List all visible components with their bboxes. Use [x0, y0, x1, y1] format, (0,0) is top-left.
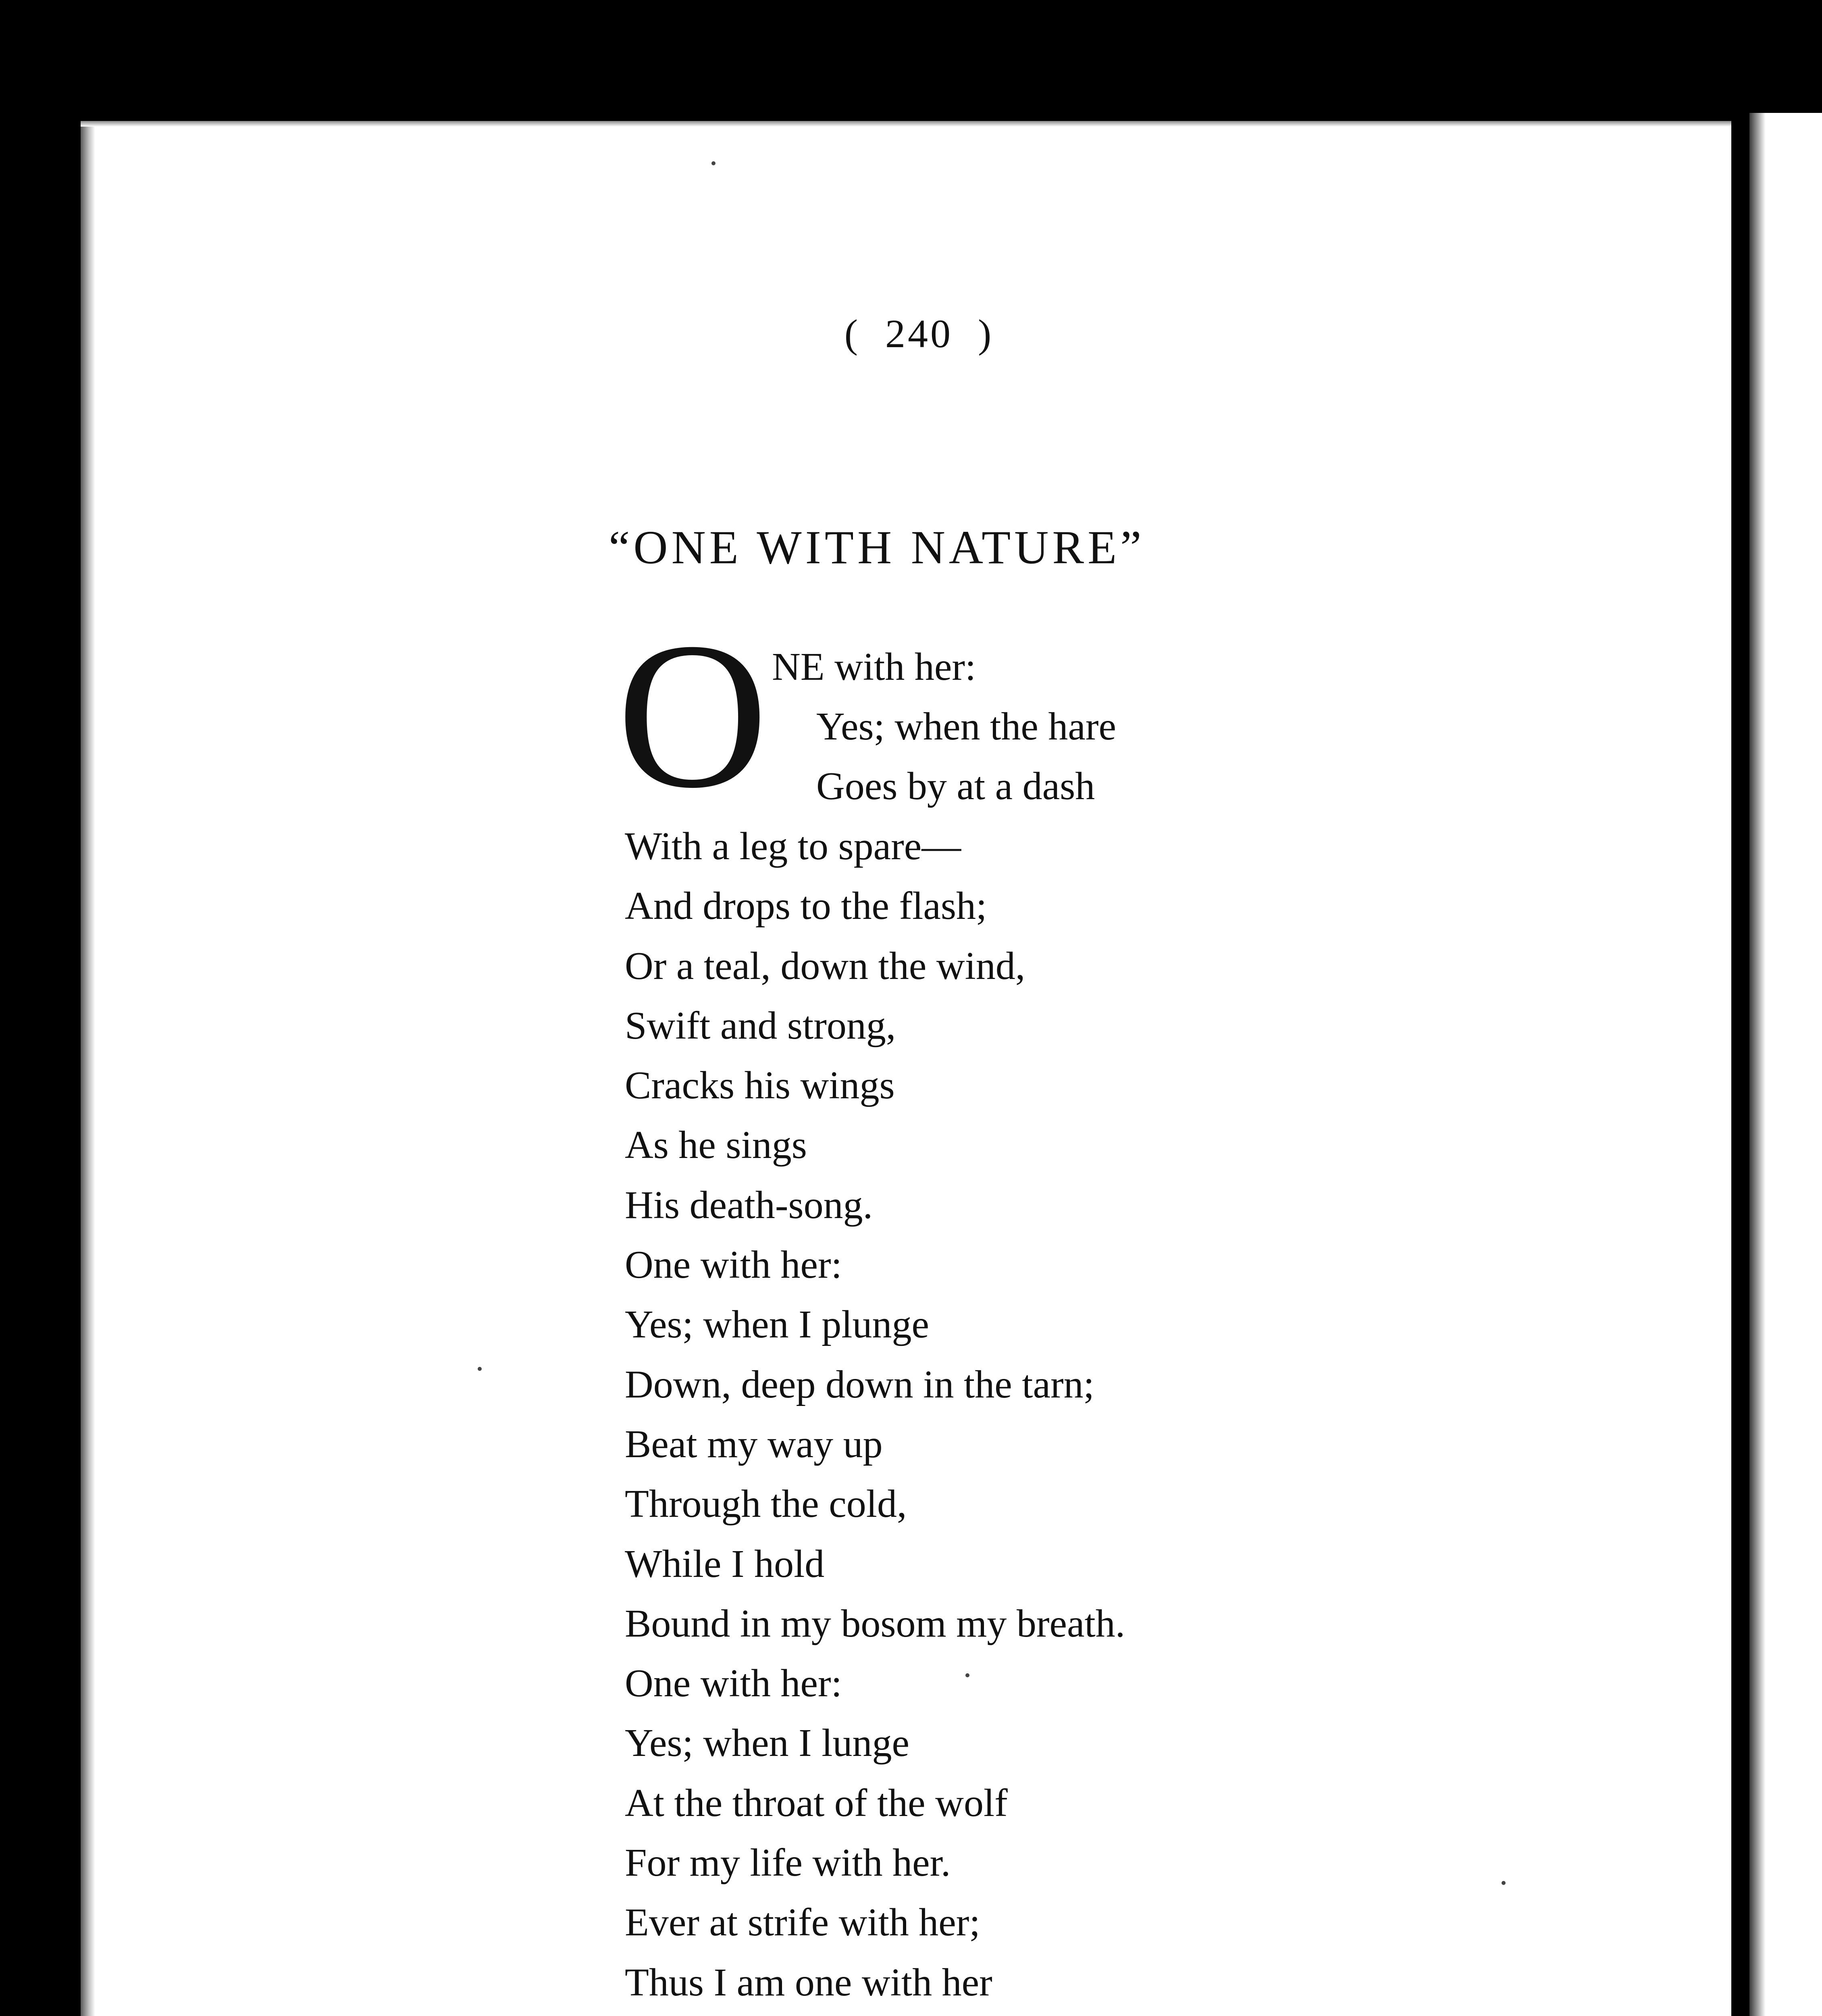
poem-first-line: NE with her: — [772, 645, 976, 689]
poem-line: Or a teal, down the wind, — [625, 944, 1025, 988]
paper-speck — [965, 1673, 969, 1677]
poem-line: For my life with her. — [625, 1841, 951, 1885]
poem-indented-line: Yes; when the hare — [816, 705, 1116, 748]
poem-line: Down, deep down in the tarn; — [625, 1362, 1094, 1406]
page-top-edge — [81, 121, 1731, 127]
poem-line: Yes; when I lunge — [625, 1721, 909, 1765]
poem-line: Swift and strong, — [625, 1004, 896, 1048]
poem-line: Through the cold, — [625, 1482, 907, 1526]
paper-speck — [478, 1367, 482, 1371]
page-number: ( 240 ) — [844, 311, 994, 356]
poem-line: While I hold — [625, 1542, 825, 1586]
adjacent-page-edge — [1749, 113, 1766, 2016]
poem-body — [625, 816, 1125, 2016]
page-binding-edge — [81, 121, 95, 2016]
poem-line: Thus I am one with her — [625, 1960, 992, 2004]
poem-title: “ONE WITH NATURE” — [609, 521, 1145, 574]
poem-line: And drops to the flash; — [625, 884, 987, 928]
poem-line: Cracks his wings — [625, 1064, 895, 1108]
poem-line: One with her: — [625, 1662, 842, 1706]
poem-indented-line: Goes by at a dash — [816, 764, 1095, 808]
paper-speck — [1502, 1881, 1506, 1885]
poem-line: Bound in my bosom my breath. — [625, 1602, 1125, 1645]
poem-line — [625, 2012, 1125, 2016]
poem-line: At the throat of the wolf — [625, 1781, 1008, 1825]
poem-line: Ever at strife with her; — [625, 1901, 980, 1945]
poem-line: Yes; when I plunge — [625, 1303, 929, 1347]
poem-line: His death-song. — [625, 1183, 873, 1227]
poem-line: As he sings — [625, 1123, 807, 1167]
drop-cap: O — [617, 600, 768, 831]
paper-speck — [711, 161, 715, 165]
poem-line: One with her: — [625, 1243, 842, 1287]
poem-line: Beat my way up — [625, 1422, 883, 1466]
poem-line: With a leg to spare— — [625, 825, 961, 868]
